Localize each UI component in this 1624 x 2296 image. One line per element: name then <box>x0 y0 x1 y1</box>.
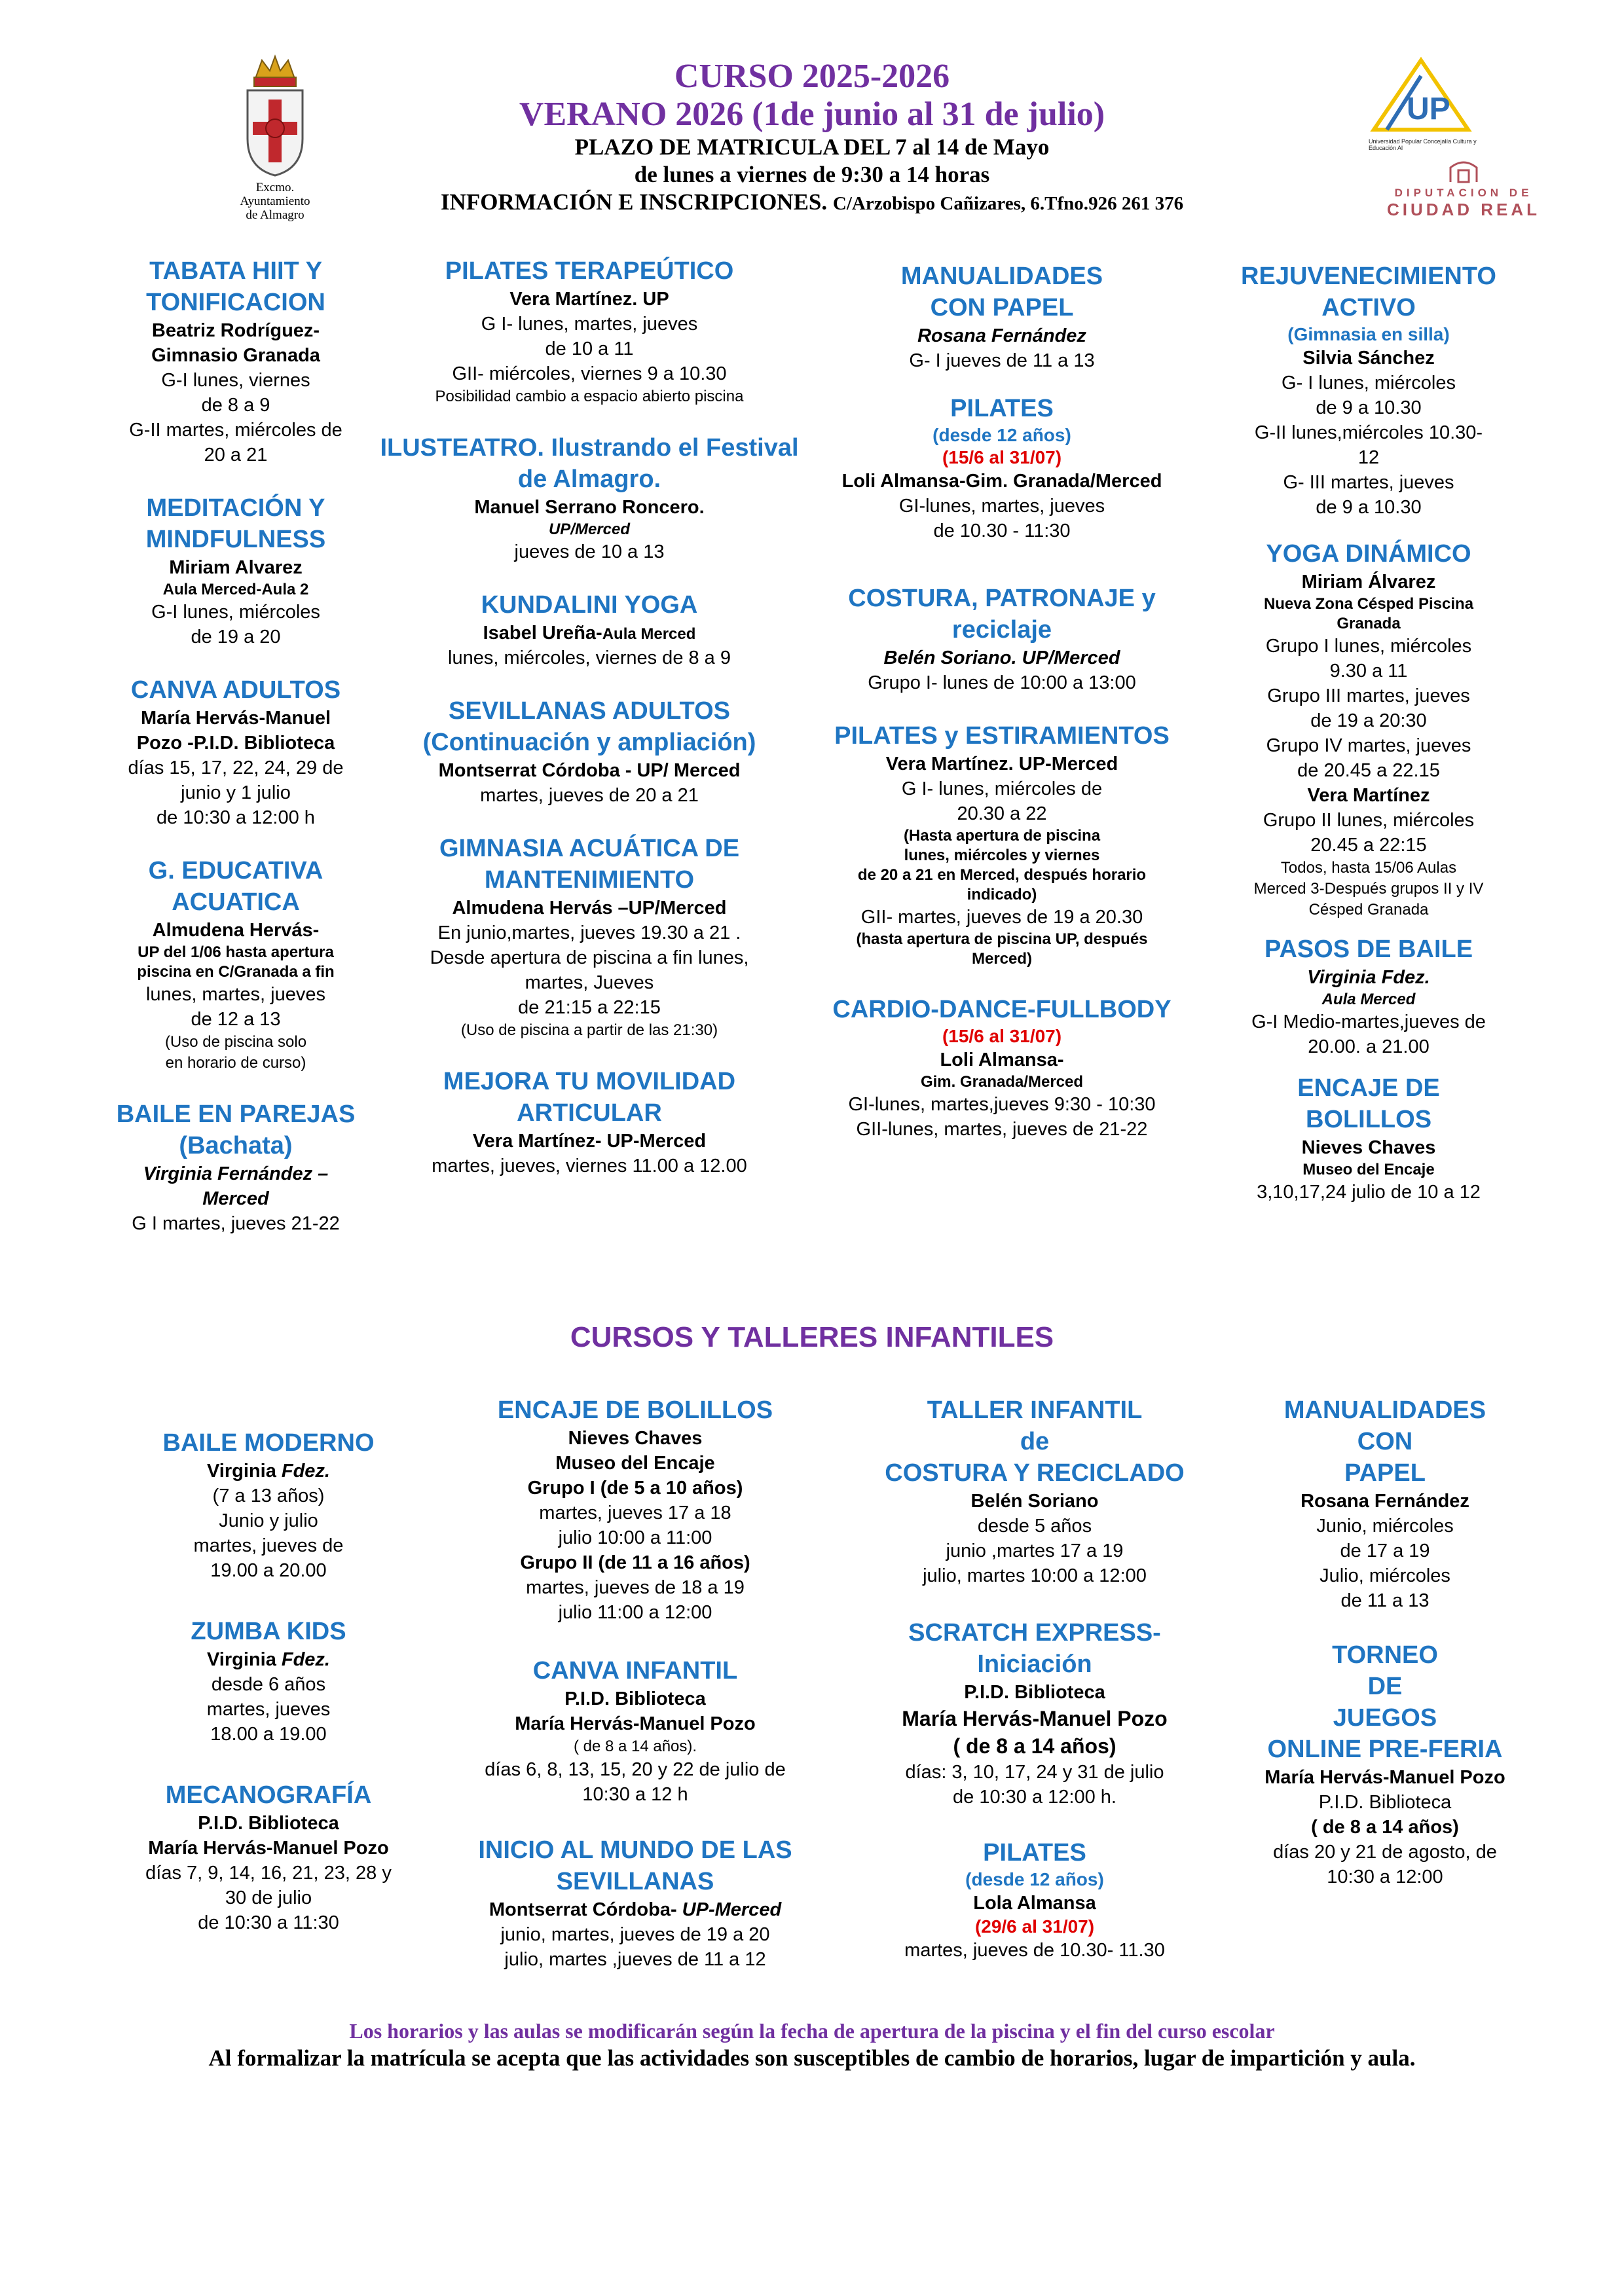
course-schedule: Julio, miércoles <box>1320 1565 1450 1586</box>
course-schedule: martes, Jueves <box>525 972 654 993</box>
course-schedule: GI-lunes, martes, jueves <box>898 496 1105 517</box>
course-title: DE <box>1367 1673 1403 1700</box>
course-group: Grupo II (de 11 a 16 años) <box>520 1552 750 1573</box>
course-schedule: de 10 a 11 <box>545 338 634 359</box>
course-schedule: Junio, miércoles <box>1316 1516 1454 1537</box>
course-title: MEJORA TU MOVILIDAD ARTICULAR <box>443 1068 736 1127</box>
course-schedule: de 17 a 19 <box>1340 1540 1430 1561</box>
course-instructor: Pozo -P.I.D. Biblioteca <box>136 733 335 754</box>
course-venue: piscina en C/Granada a fin <box>137 963 335 981</box>
adult-column-4 <box>1211 261 1526 1230</box>
course-zumba-kids <box>98 1616 439 1747</box>
course-instructor: Loli Almansa- <box>940 1049 1064 1070</box>
course-title: PILATES TERAPEÚTICO <box>445 257 734 285</box>
course-title: SCRATCH EXPRESS-Iniciación <box>908 1619 1161 1678</box>
course-instructor: María Hervás-Manuel Pozo <box>1264 1767 1505 1788</box>
course-schedule: 10:30 a 12 h <box>582 1784 688 1805</box>
course-title: CANVA INFANTIL <box>532 1657 738 1685</box>
course-schedule: junio y 1 julio <box>181 782 291 803</box>
course-instructor-line <box>98 1647 439 1672</box>
course-instructor-surname: Fdez. <box>281 1649 330 1670</box>
course-schedule: de 21:15 a 22:15 <box>518 997 661 1018</box>
enrolment-hours: de lunes a viernes de 9:30 a 14 horas <box>634 162 990 187</box>
course-title: CANVA ADULTOS <box>130 676 341 704</box>
course-sevillanas-adultos <box>380 695 799 808</box>
course-title: CON <box>1357 1428 1413 1455</box>
course-note: Todos, hasta 15/06 Aulas <box>1280 859 1457 877</box>
course-subtitle: (Gimnasia en silla) <box>1287 324 1450 344</box>
course-meditacion <box>98 492 373 649</box>
course-instructor: Silvia Sánchez <box>1302 348 1435 369</box>
course-schedule: de 19 a 20:30 <box>1310 710 1427 731</box>
course-pilates-estiramientos <box>802 720 1202 969</box>
course-schedule: En junio,martes, jueves 19.30 a 21 . <box>437 922 741 943</box>
coat-of-arms-icon <box>236 54 314 178</box>
course-schedule: julio, martes ,jueves de 11 a 12 <box>504 1949 766 1970</box>
course-venue: Aula Merced-Aula 2 <box>162 581 309 598</box>
course-venue: P.I.D. Biblioteca <box>964 1682 1105 1703</box>
course-schedule: lunes, martes, jueves <box>145 984 325 1005</box>
kids-column-3 <box>838 1394 1231 1988</box>
course-schedule: de 10:30 a 11:30 <box>198 1912 339 1933</box>
course-schedule: martes, jueves <box>206 1699 331 1720</box>
course-schedule: días 15, 17, 22, 24, 29 de <box>128 757 344 778</box>
course-schedule: 19.00 a 20.00 <box>210 1560 327 1581</box>
kids-column-2 <box>432 1394 838 1997</box>
course-instructor: Vera Martínez. UP-Merced <box>885 754 1118 774</box>
course-cardio-dance <box>802 994 1202 1142</box>
course-instructor: Miriam Álvarez <box>1301 572 1436 592</box>
course-instructor: Belén Soriano <box>970 1491 1099 1512</box>
course-costura <box>802 583 1202 695</box>
up-logo-caption: Universidad Popular Concejalía Cultura y Educación Al <box>1369 138 1477 151</box>
course-age: ( de 8 a 14 años) <box>1311 1817 1459 1838</box>
course-note: en horario de curso) <box>165 1054 306 1072</box>
kids-section-title: CURSOS Y TALLERES INFANTILES <box>570 1321 1054 1353</box>
course-title: JUEGOS <box>1333 1704 1437 1732</box>
course-instructor: Nieves Chaves <box>568 1428 703 1449</box>
course-baile-moderno <box>98 1427 439 1583</box>
course-schedule: martes, jueves de 20 a 21 <box>480 785 699 806</box>
course-instructor: Nieves Chaves <box>1301 1137 1436 1158</box>
course-venue: Nueva Zona Césped Piscina <box>1263 595 1474 613</box>
course-title: MEDITACIÓN Y MINDFULNESS <box>145 494 326 553</box>
course-pilates-terapeutico <box>380 255 799 407</box>
course-movilidad <box>380 1066 799 1178</box>
course-schedule: G-I lunes, viernes <box>161 370 310 391</box>
course-title: ZUMBA KIDS <box>191 1618 346 1645</box>
ciudad-real-text: CIUDAD REAL <box>1386 200 1541 219</box>
course-schedule: julio 10:00 a 11:00 <box>558 1527 712 1548</box>
course-schedule: julio, martes 10:00 a 12:00 <box>923 1565 1147 1586</box>
course-title: KUNDALINI YOGA <box>481 591 698 619</box>
course-schedule: julio 11:00 a 12:00 <box>558 1602 712 1623</box>
course-ilusteatro <box>380 432 799 564</box>
course-instructor: Almudena Hervás –UP/Merced <box>452 898 727 919</box>
course-instructor: Vera Martínez. UP <box>509 289 669 310</box>
course-venue: UP/Merced <box>548 520 631 538</box>
enrolment-period: PLAZO DE MATRICULA DEL 7 al 14 de Mayo <box>574 134 1050 160</box>
course-instructor: María Hervás-Manuel <box>140 708 331 729</box>
course-instructor-surname: Fdez. <box>281 1461 330 1482</box>
course-schedule: 10:30 a 12:00 <box>1327 1867 1443 1887</box>
course-schedule: días 20 y 21 de agosto, de <box>1273 1842 1497 1863</box>
course-schedule: GII- miércoles, viernes 9 a 10.30 <box>452 363 727 384</box>
course-torneo <box>1231 1639 1539 1889</box>
course-schedule: G- III martes, jueves <box>1283 472 1454 493</box>
course-title: SEVILLANAS ADULTOS (Continuación y ampliación) <box>422 697 756 756</box>
course-venue: Gim. Granada/Merced <box>920 1073 1084 1091</box>
course-venue: Gimnasio Granada <box>151 345 320 366</box>
course-title: MANUALIDADES CON PAPEL <box>900 263 1103 321</box>
course-schedule: martes, jueves de 10.30- 11.30 <box>904 1940 1165 1961</box>
course-gimnasia-acuatica <box>380 833 799 1041</box>
summer-title: VERANO 2026 (1de junio al 31 de julio) <box>519 96 1105 133</box>
course-schedule: martes, jueves, viernes 11.00 a 12.00 <box>432 1156 747 1176</box>
course-yoga-dinamico <box>1211 538 1526 920</box>
course-schedule: G I- lunes, miércoles de <box>901 778 1103 799</box>
course-sevillanas-kids <box>432 1834 838 1972</box>
course-schedule: G-II martes, miércoles de <box>129 420 342 441</box>
course-note: Posibilidad cambio a espacio abierto piscina <box>435 388 744 405</box>
course-title: PILATES y ESTIRAMIENTOS <box>834 722 1170 750</box>
adult-column-3 <box>802 261 1202 1167</box>
course-schedule: GII-lunes, martes, jueves de 21-22 <box>856 1119 1148 1140</box>
course-schedule: días 6, 8, 13, 15, 20 y 22 de julio de <box>485 1759 786 1780</box>
course-encaje-adultos <box>1211 1072 1526 1205</box>
course-title: TABATA HIIT Y TONIFICACION <box>146 257 325 316</box>
course-title: YOGA DINÁMICO <box>1266 540 1471 568</box>
course-title: PASOS DE BAILE <box>1264 936 1473 963</box>
course-venue: P.I.D. Biblioteca <box>198 1813 339 1834</box>
course-instructor: Montserrat Córdoba - UP/ Merced <box>438 760 741 781</box>
course-date: (29/6 al 31/07) <box>974 1916 1095 1937</box>
ayuntamiento-logo <box>223 54 327 222</box>
course-schedule: de 11 a 13 <box>1340 1590 1430 1611</box>
course-group: Grupo I (de 5 a 10 años) <box>527 1478 743 1499</box>
course-instructor: Isabel Ureña- <box>483 623 602 644</box>
info-phone: 926 261 376 <box>1088 193 1184 214</box>
course-title: PAPEL <box>1344 1459 1426 1487</box>
course-schedule: Grupo I- lunes de 10:00 a 13:00 <box>868 672 1136 693</box>
course-schedule: 20.30 a 22 <box>957 803 1047 824</box>
info-label: INFORMACIÓN E INSCRIPCIONES. <box>440 189 828 215</box>
course-title: COSTURA, PATRONAJE y reciclaje <box>848 585 1156 644</box>
course-title: BAILE EN PAREJAS (Bachata) <box>116 1101 356 1159</box>
course-title: PILATES <box>950 395 1054 422</box>
course-age: desde 5 años <box>977 1516 1092 1537</box>
course-schedule: de 10:30 a 12:00 h. <box>953 1787 1116 1808</box>
course-date: (15/6 al 31/07) <box>942 1026 1062 1046</box>
course-schedule: de 20.45 a 22.15 <box>1297 760 1440 781</box>
course-age: (7 a 13 años) <box>212 1485 325 1506</box>
logo-caption-line: Excmo. <box>255 181 295 194</box>
info-line <box>393 189 1231 217</box>
course-title: PILATES <box>983 1839 1086 1867</box>
up-triangle-icon <box>1369 56 1473 135</box>
course-note: indicado) <box>967 886 1037 903</box>
course-note: de 20 a 21 en Merced, después horario <box>857 866 1147 884</box>
course-schedule: martes, jueves de <box>193 1535 344 1556</box>
course-schedule: G-II lunes,miércoles 10.30- <box>1254 422 1483 443</box>
course-schedule: martes, jueves de 18 a 19 <box>526 1577 745 1598</box>
course-title: REJUVENECIMIENTO ACTIVO <box>1241 263 1496 321</box>
course-instructor: Rosana Fernández <box>1301 1491 1469 1512</box>
course-schedule: 12 <box>1357 447 1380 468</box>
course-schedule: 3,10,17,24 julio de 10 a 12 <box>1257 1182 1481 1203</box>
course-instructor: Almudena Hervás- <box>152 920 320 941</box>
course-age: ( de 8 a 14 años) <box>953 1734 1116 1758</box>
course-g-educativa <box>98 855 373 1074</box>
course-instructor: Beatriz Rodríguez- <box>151 320 320 341</box>
course-title: GIMNASIA ACUÁTICA DE MANTENIMIENTO <box>439 835 740 894</box>
course-schedule: de 9 a 10.30 <box>1316 497 1422 518</box>
course-venue: Aula Merced <box>1321 991 1416 1008</box>
up-logo-text: UP <box>1407 92 1450 126</box>
course-schedule: Grupo I lunes, miércoles <box>1265 636 1472 657</box>
course-schedule: Grupo II lunes, miércoles <box>1263 810 1475 831</box>
course-instructor: Miriam Alvarez <box>169 557 303 578</box>
universidad-popular-logo <box>1369 56 1480 151</box>
course-instructor: María Hervás-Manuel Pozo <box>148 1838 389 1859</box>
course-instructor: Rosana Fernández <box>917 325 1086 346</box>
course-pilates-kids <box>838 1837 1231 1963</box>
course-schedule: Junio y julio <box>219 1510 318 1531</box>
course-schedule: lunes, miércoles, viernes de 8 a 9 <box>448 647 731 668</box>
course-schedule: de 12 a 13 <box>191 1009 281 1030</box>
course-year-title: CURSO 2025-2026 <box>674 58 950 95</box>
course-schedule: martes, jueves 17 a 18 <box>539 1503 731 1523</box>
course-note: Césped Granada <box>1308 901 1429 919</box>
course-venue: UP-Merced <box>682 1899 782 1920</box>
course-note: Merced) <box>971 950 1033 968</box>
course-note: (Uso de piscina solo <box>164 1033 307 1051</box>
course-title: TALLER INFANTIL <box>927 1396 1143 1424</box>
course-schedule: de 10:30 a 12:00 h <box>157 807 315 828</box>
course-schedule: Grupo IV martes, jueves <box>1266 735 1471 756</box>
course-title: TORNEO <box>1332 1641 1438 1669</box>
course-schedule: 20.00. a 21.00 <box>1308 1036 1430 1057</box>
course-taller-costura <box>838 1394 1231 1588</box>
course-instructor: Virginia Fdez. <box>1307 967 1430 988</box>
course-note: (hasta apertura de piscina UP, después <box>856 930 1148 948</box>
course-age: ( de 8 a 14 años). <box>573 1738 697 1755</box>
course-schedule: 20.45 a 22:15 <box>1310 835 1427 856</box>
course-title: ONLINE PRE-FERIA <box>1267 1736 1503 1763</box>
course-tabata <box>98 255 373 467</box>
course-schedule: de 9 a 10.30 <box>1316 397 1422 418</box>
course-title: ENCAJE DE BOLILLOS <box>497 1396 773 1424</box>
course-schedule: GII- martes, jueves de 19 a 20.30 <box>860 907 1143 928</box>
course-schedule: G I- lunes, martes, jueves <box>481 314 698 335</box>
kids-column-4 <box>1231 1394 1539 1914</box>
course-schedule: 18.00 a 19.00 <box>210 1724 327 1745</box>
course-schedule: G- I lunes, miércoles <box>1282 373 1456 393</box>
course-instructor-line <box>98 1459 439 1484</box>
course-scratch <box>838 1617 1231 1810</box>
course-title: CARDIO-DANCE-FULLBODY <box>832 996 1172 1023</box>
course-schedule: de 10.30 - 11:30 <box>933 520 1071 541</box>
course-note: (Hasta apertura de piscina <box>903 827 1101 845</box>
course-canva-infantil <box>432 1655 838 1807</box>
course-instructor-line <box>380 621 799 646</box>
course-venue: Museo del Encaje <box>1302 1161 1435 1178</box>
course-subtitle: (desde 12 años) <box>932 425 1071 445</box>
course-venue: Aula Merced <box>602 625 696 643</box>
course-instructor: Virginia Fernández – <box>143 1163 329 1184</box>
course-instructor: Lola Almansa <box>973 1893 1096 1914</box>
course-date: (15/6 al 31/07) <box>942 447 1062 467</box>
diputacion-text: DIPUTACION DE <box>1394 187 1533 199</box>
course-baile-parejas <box>98 1099 373 1236</box>
diputacion-logo <box>1365 157 1562 219</box>
course-instructor: Virginia <box>206 1649 282 1670</box>
course-note: (Uso de piscina a partir de las 21:30) <box>460 1021 718 1039</box>
course-venue: Merced <box>202 1188 269 1209</box>
course-kundalini <box>380 589 799 670</box>
course-schedule: GI-lunes, martes,jueves 9:30 - 10:30 <box>848 1094 1156 1115</box>
course-schedule: días: 3, 10, 17, 24 y 31 de julio <box>905 1762 1164 1783</box>
adult-column-1 <box>98 255 373 1261</box>
course-schedule: 30 de julio <box>225 1887 312 1908</box>
course-title: G. EDUCATIVA ACUATICA <box>148 857 323 916</box>
course-mecanografia <box>98 1779 439 1935</box>
course-instructor: Belén Soriano. UP/Merced <box>883 647 1120 668</box>
course-age: desde 6 años <box>211 1674 326 1695</box>
course-note: Merced 3-Después grupos II y IV <box>1253 880 1484 898</box>
course-schedule: junio ,martes 17 a 19 <box>946 1540 1124 1561</box>
course-schedule: Grupo III martes, jueves <box>1267 685 1470 706</box>
course-title: COSTURA Y RECICLADO <box>885 1459 1185 1487</box>
course-title: MECANOGRAFÍA <box>165 1781 372 1809</box>
course-venue: Museo del Encaje <box>555 1453 715 1474</box>
course-canva-adultos <box>98 674 373 830</box>
course-title: ENCAJE DE BOLILLOS <box>1297 1074 1440 1133</box>
course-subtitle: (desde 12 años) <box>965 1869 1104 1889</box>
course-title: MANUALIDADES <box>1283 1396 1486 1424</box>
course-schedule: Desde apertura de piscina a fin lunes, <box>430 947 749 968</box>
course-instructor: Loli Almansa-Gim. Granada/Merced <box>841 471 1162 492</box>
course-instructor: María Hervás-Manuel Pozo <box>515 1713 756 1734</box>
course-schedule: G-I Medio-martes,jueves de <box>1251 1011 1486 1032</box>
course-pasos-baile <box>1211 934 1526 1059</box>
course-schedule: de 8 a 9 <box>201 395 270 416</box>
enrolment-disclaimer: Al formalizar la matrícula se acepta que las actividades son susceptibles de cambio de horarios, lugar de impartición y aula. <box>208 2045 1416 2071</box>
course-schedule: G- I jueves de 11 a 13 <box>909 350 1095 371</box>
course-manualidades-kids <box>1231 1394 1539 1613</box>
course-venue: P.I.D. Biblioteca <box>1318 1792 1452 1813</box>
course-schedule: días 7, 9, 14, 16, 21, 23, 28 y <box>145 1863 392 1884</box>
course-instructor: Virginia <box>206 1461 282 1482</box>
course-venue: UP del 1/06 hasta apertura <box>138 943 334 961</box>
course-venue: P.I.D. Biblioteca <box>564 1688 706 1709</box>
course-schedule: G I martes, jueves 21-22 <box>132 1213 340 1234</box>
course-instructor-line <box>432 1897 838 1922</box>
course-schedule: jueves de 10 a 13 <box>514 541 665 562</box>
course-encaje-kids <box>432 1394 838 1625</box>
course-schedule: G-I lunes, miércoles <box>151 602 320 623</box>
course-instructor: Manuel Serrano Roncero. <box>474 497 705 518</box>
course-schedule: 9.30 a 11 <box>1329 661 1408 682</box>
course-schedule: 20 a 21 <box>204 445 268 465</box>
course-venue: Granada <box>1337 615 1401 632</box>
course-title: de <box>1020 1428 1050 1455</box>
info-address: C/Arzobispo Cañizares, 6.Tfno. <box>832 193 1089 214</box>
course-instructor: Montserrat Córdoba- <box>489 1899 682 1920</box>
course-instructor: Vera Martínez <box>1307 785 1430 806</box>
course-title: INICIO AL MUNDO DE LAS SEVILLANAS <box>478 1836 792 1895</box>
course-manualidades <box>802 261 1202 373</box>
course-title: BAILE MODERNO <box>162 1429 375 1457</box>
course-title: ILUSTEATRO. Ilustrando el Festival de Almagro. <box>380 434 799 493</box>
logo-caption-line: Ayuntamiento <box>240 194 310 208</box>
course-note: lunes, miércoles y viernes <box>904 847 1100 864</box>
building-icon <box>1444 157 1483 183</box>
page-header <box>393 58 1231 217</box>
schedule-change-note: Los horarios y las aulas se modificarán según la fecha de apertura de la piscina y el fin del curso escolar <box>349 2019 1275 2043</box>
course-schedule: junio, martes, jueves de 19 a 20 <box>500 1924 770 1945</box>
adult-column-2 <box>380 255 799 1203</box>
logo-caption-line: de Almagro <box>246 208 304 222</box>
course-schedule: de 19 a 20 <box>191 627 281 647</box>
course-rejuvenecimiento <box>1211 261 1526 520</box>
course-instructor: María Hervás-Manuel Pozo <box>902 1707 1168 1730</box>
kids-column-1 <box>98 1427 439 1960</box>
course-instructor: Vera Martínez- UP-Merced <box>472 1131 707 1152</box>
course-pilates-adultos <box>802 393 1202 543</box>
